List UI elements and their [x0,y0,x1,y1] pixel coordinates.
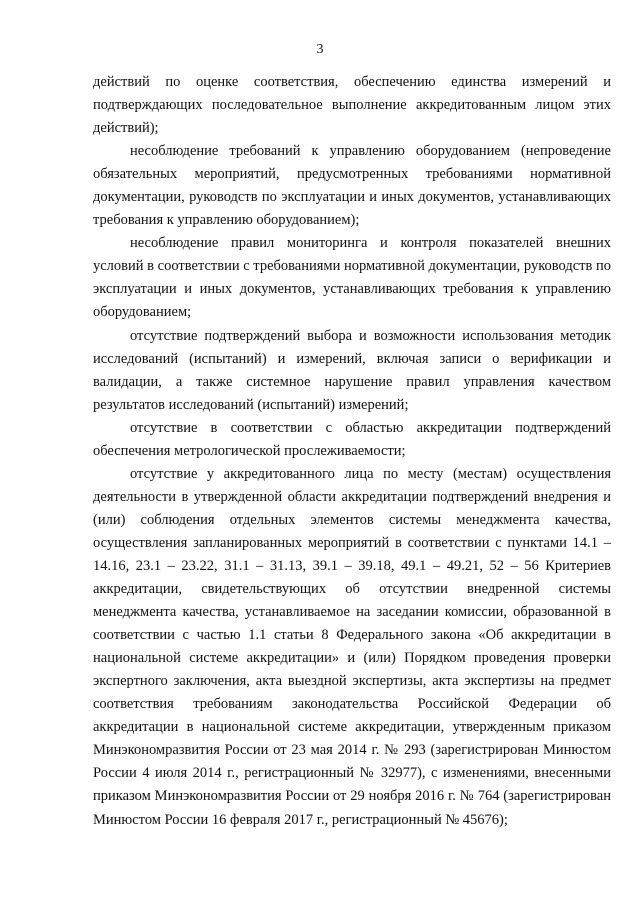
paragraph-quality-management-system: отсутствие у аккредитованного лица по месту (местам) осуществления деятельности в утвержденной области аккредитации подтверждений внедрения и (или) соблюдения отдельных элементов системы менеджмента качества, осуществления запланированных мероприятий в соответствии с пунктами 14.1 – 14.16, 23.1 – 23.22, 31.1 – 31.13, 39.1 – 39.18, 49.1 – 49.21, 52 – 56 Критериев аккредитации, свидетельствующих об отсутствии внедренной системы менеджмента качества, устанавливаемое на заседании комиссии, образованной в соответствии с частью 1.1 статьи 8 Федерального закона «Об аккредитации в национальной системе аккредитации» и (или) Порядком проведения проверки экспертного заключения, акта выездной экспертизы, акта экспертизы на предмет соответствия требованиям законодательства Российской Федерации об аккредитации в национальной системе аккредитации, утвержденным приказом Минэкономразвития России от 23 мая 2014 г. № 293 (зарегистрирован Минюстом России 4 июля 2014 г., регистрационный № 32977), с изменениями, внесенными приказом Минэкономразвития России от 29 ноября 2016 г. № 764 (зарегистрирован Минюстом России 16 февраля 2017 г., регистрационный № 45676); [93,465,611,828]
paragraph-continuation: действий по оценке соответствия, обеспечению единства измерений и подтверждающих последовательное выполнение аккредитованным лицом этих действий); [93,74,611,137]
page-number: 3 [316,42,324,57]
paragraph-metrological-traceability: отсутствие в соответствии с областью аккредитации подтверждений обеспечения метрологической прослеживаемости; [93,419,611,459]
paragraph-environment-monitoring: несоблюдение правил мониторинга и контроля показателей внешних условий в соответствии с требованиями нормативной документации, руководств по эксплуатации и иных документов, устанавливающих требования к управлению оборудованием; [93,235,611,321]
document-body [93,71,611,832]
paragraph-equipment-management: несоблюдение требований к управлению оборудованием (непроведение обязательных мероприятий, предусмотренных требованиями нормативной документации, руководств по эксплуатации и иных документов, устанавливающих требования к управлению оборудованием); [93,143,611,229]
paragraph-method-confirmation: отсутствие подтверждений выбора и возможности использования методик исследований (испытаний) и измерений, включая записи о верификации и валидации, а также системное нарушение правил управления качеством результатов исследований (испытаний) измерений; [93,327,611,413]
